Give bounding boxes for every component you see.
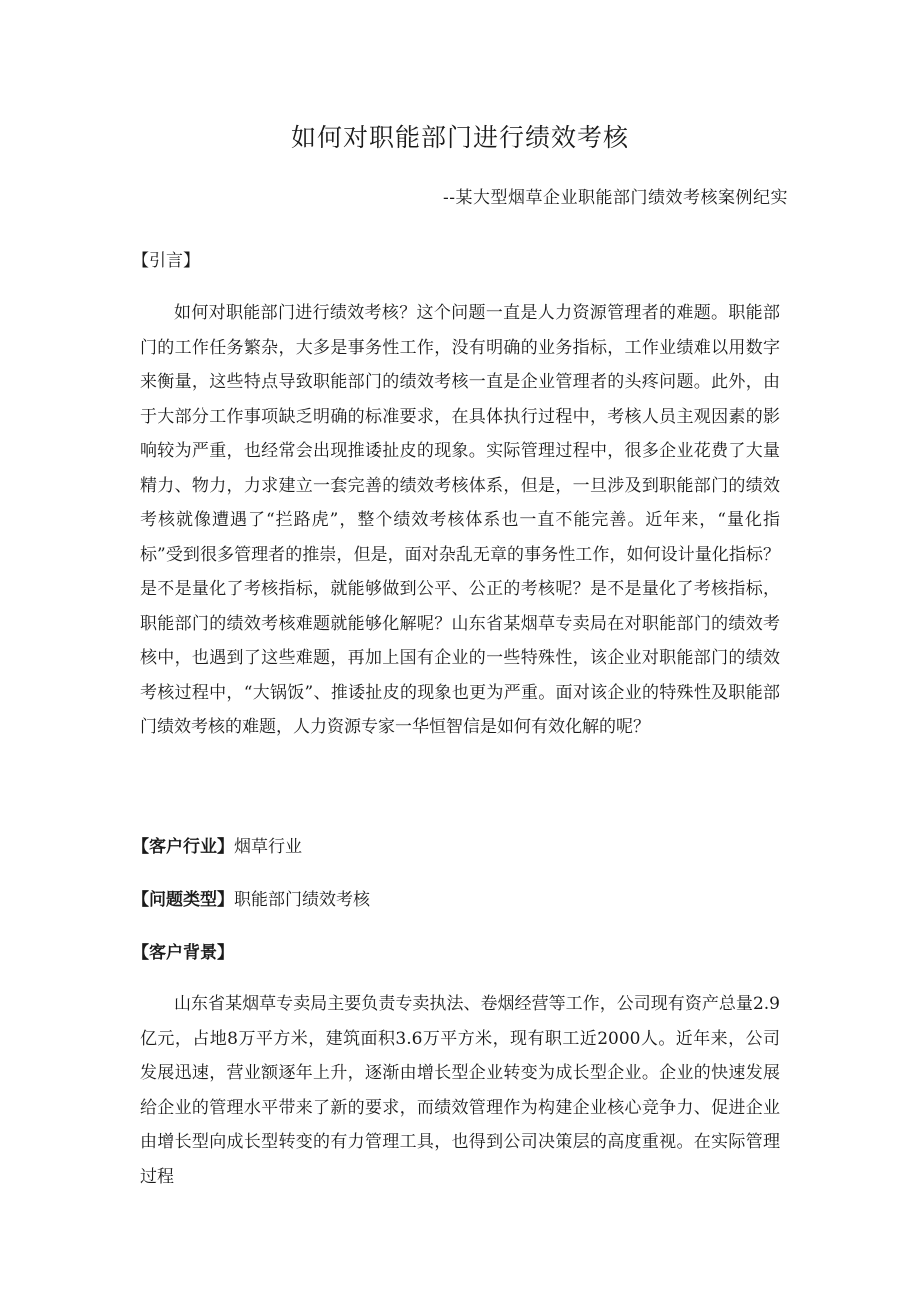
client-industry-line <box>132 832 302 857</box>
intro-heading: 【引言】 <box>132 251 200 271</box>
problem-type-line <box>132 885 370 910</box>
document-title: 如何对职能部门进行绩效考核 <box>290 123 629 152</box>
problem-type-value: 职能部门绩效考核 <box>234 890 370 910</box>
document-subtitle: --某大型烟草企业职能部门绩效考核案例纪实 <box>443 188 788 208</box>
client-industry-value: 烟草行业 <box>234 837 302 857</box>
client-background-heading <box>132 938 234 963</box>
client-background-paragraph: 山东省某烟草专卖局主要负责专卖执法、卷烟经营等工作，公司现有资产总量2.9亿元，占地8万平方米，建筑面积3.6万平方米，现有职工近2000人。近年来，公司发展迅速，营业额逐年上升，逐渐由增长型企业转变为成长型企业。企业的快速发展给企业的管理水平带来了新的要求，而绩效管理作为构建企业核心竞争力、促进企业由增长型向成长型转变的有力管理工具，也得到公司决策层的高度重视。在实际管理过程 <box>140 994 780 1187</box>
intro-paragraph: 如何对职能部门进行绩效考核？这个问题一直是人力资源管理者的难题。职能部门的工作任务繁杂，大多是事务性工作，没有明确的业务指标，工作业绩难以用数字来衡量，这些特点导致职能部门的绩效考核一直是企业管理者的头疼问题。此外，由于大部分工作事项缺乏明确的标准要求，在具体执行过程中，考核人员主观因素的影响较为严重，也经常会出现推诿扯皮的现象。实际管理过程中，很多企业花费了大量精力、物力，力求建立一套完善的绩效考核体系，但是，一旦涉及到职能部门的绩效考核就像遭遇了“拦路虎”，整个绩效考核体系也一直不能完善。近年来，“量化指标”受到很多管理者的推崇，但是，面对杂乱无章的事务性工作，如何设计量化指标？是不是量化了考核指标，就能够做到公平、公正的考核呢？是不是量化了考核指标，职能部门的绩效考核难题就能够化解呢？山东省某烟草专卖局在对职能部门的绩效考核中，也遇到了这些难题，再加上国有企业的一些特殊性，该企业对职能部门的绩效考核过程中，“大锅饭”、推诿扯皮的现象也更为严重。面对该企业的特殊性及职能部门绩效考核的难题，人力资源专家一华恒智信是如何有效化解的呢？ <box>140 303 780 737</box>
client-background-label: 【客户背景】 <box>132 943 234 963</box>
client-industry-label: 【客户行业】 <box>132 837 234 857</box>
problem-type-label: 【问题类型】 <box>132 890 234 910</box>
